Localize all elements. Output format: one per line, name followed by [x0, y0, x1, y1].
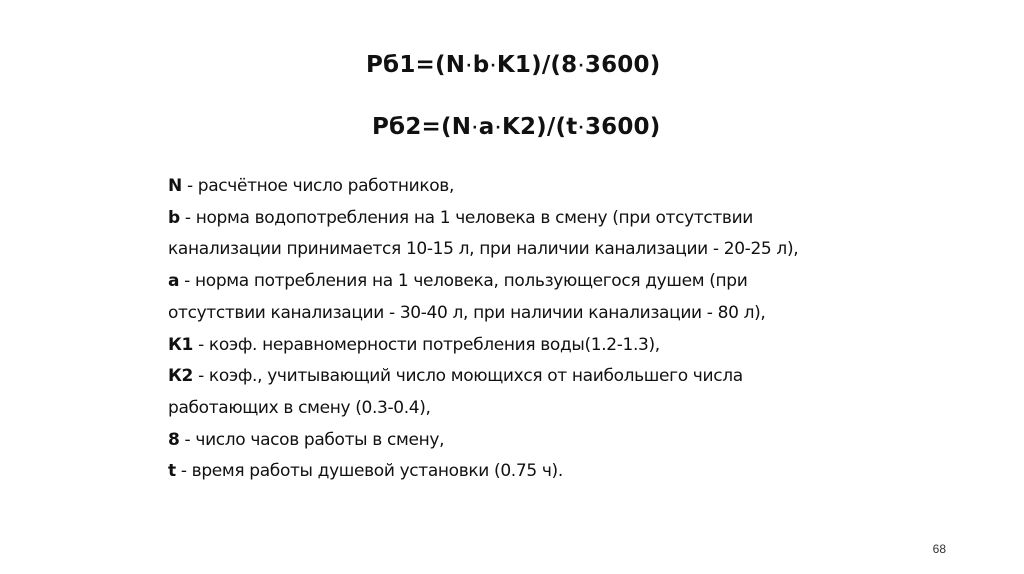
definition-line	[168, 425, 928, 457]
definitions-list	[168, 171, 928, 488]
definition-text: канализации принимается 10-15 л, при наличии канализации - 20-25 л),	[168, 239, 799, 260]
formula-rb1-lhs: Рб1=(N	[366, 52, 466, 78]
definition-line	[168, 361, 928, 393]
definition-symbol: N	[168, 176, 182, 196]
multiplication-dot: ·	[466, 57, 472, 74]
formula-rb2-part: K2)/(t	[501, 114, 578, 140]
definition-symbol: а	[168, 271, 180, 292]
multiplication-dot: ·	[578, 119, 584, 136]
definition-line	[168, 266, 928, 298]
definition-symbol: t	[168, 461, 176, 482]
formula-rb2-part: 3600)	[584, 114, 661, 140]
formula-rb1-part: K1)/(8	[496, 52, 578, 78]
multiplication-dot: ·	[578, 57, 584, 74]
definition-line	[168, 456, 928, 488]
definition-text: отсутствии канализации - 30-40 л, при наличии канализации - 80 л),	[168, 302, 766, 323]
definition-line	[168, 234, 928, 266]
definition-text: - коэф. неравномерности потребления воды(1.2-1.3),	[193, 334, 660, 355]
definition-text: - расчётное число работников,	[181, 176, 455, 196]
formula-rb1-part: b	[472, 52, 490, 78]
formula-rb2-part: a	[478, 114, 495, 140]
definition-text: - число часов работы в смену,	[179, 429, 445, 450]
definition-symbol: К2	[168, 366, 194, 387]
formula-rb2	[372, 114, 660, 140]
definition-line	[168, 298, 928, 330]
multiplication-dot: ·	[490, 57, 496, 74]
multiplication-dot: ·	[495, 119, 501, 136]
definition-symbol: 8	[168, 429, 180, 450]
multiplication-dot: ·	[472, 119, 478, 136]
definition-text: - норма водопотребления на 1 человека в смену (при отсутствии	[179, 207, 753, 228]
formula-rb2-lhs: Рб2=(N	[372, 114, 472, 140]
page-number: 68	[932, 542, 946, 556]
definition-line	[168, 203, 928, 235]
definition-line	[168, 171, 928, 203]
definition-text: работающих в смену (0.3-0.4),	[168, 397, 431, 418]
definition-text: - норма потребления на 1 человека, пользующегося душем (при	[179, 271, 748, 292]
definition-line	[168, 330, 928, 362]
formula-rb1-part: 3600)	[584, 52, 661, 78]
definition-symbol: К1	[168, 334, 194, 355]
definition-text: - коэф., учитывающий число моющихся от наибольшего числа	[193, 366, 743, 387]
definition-text: - время работы душевой установки (0.75 ч).	[175, 461, 563, 482]
definition-line	[168, 393, 928, 425]
definition-symbol: b	[168, 207, 180, 228]
formula-rb1	[366, 52, 660, 78]
